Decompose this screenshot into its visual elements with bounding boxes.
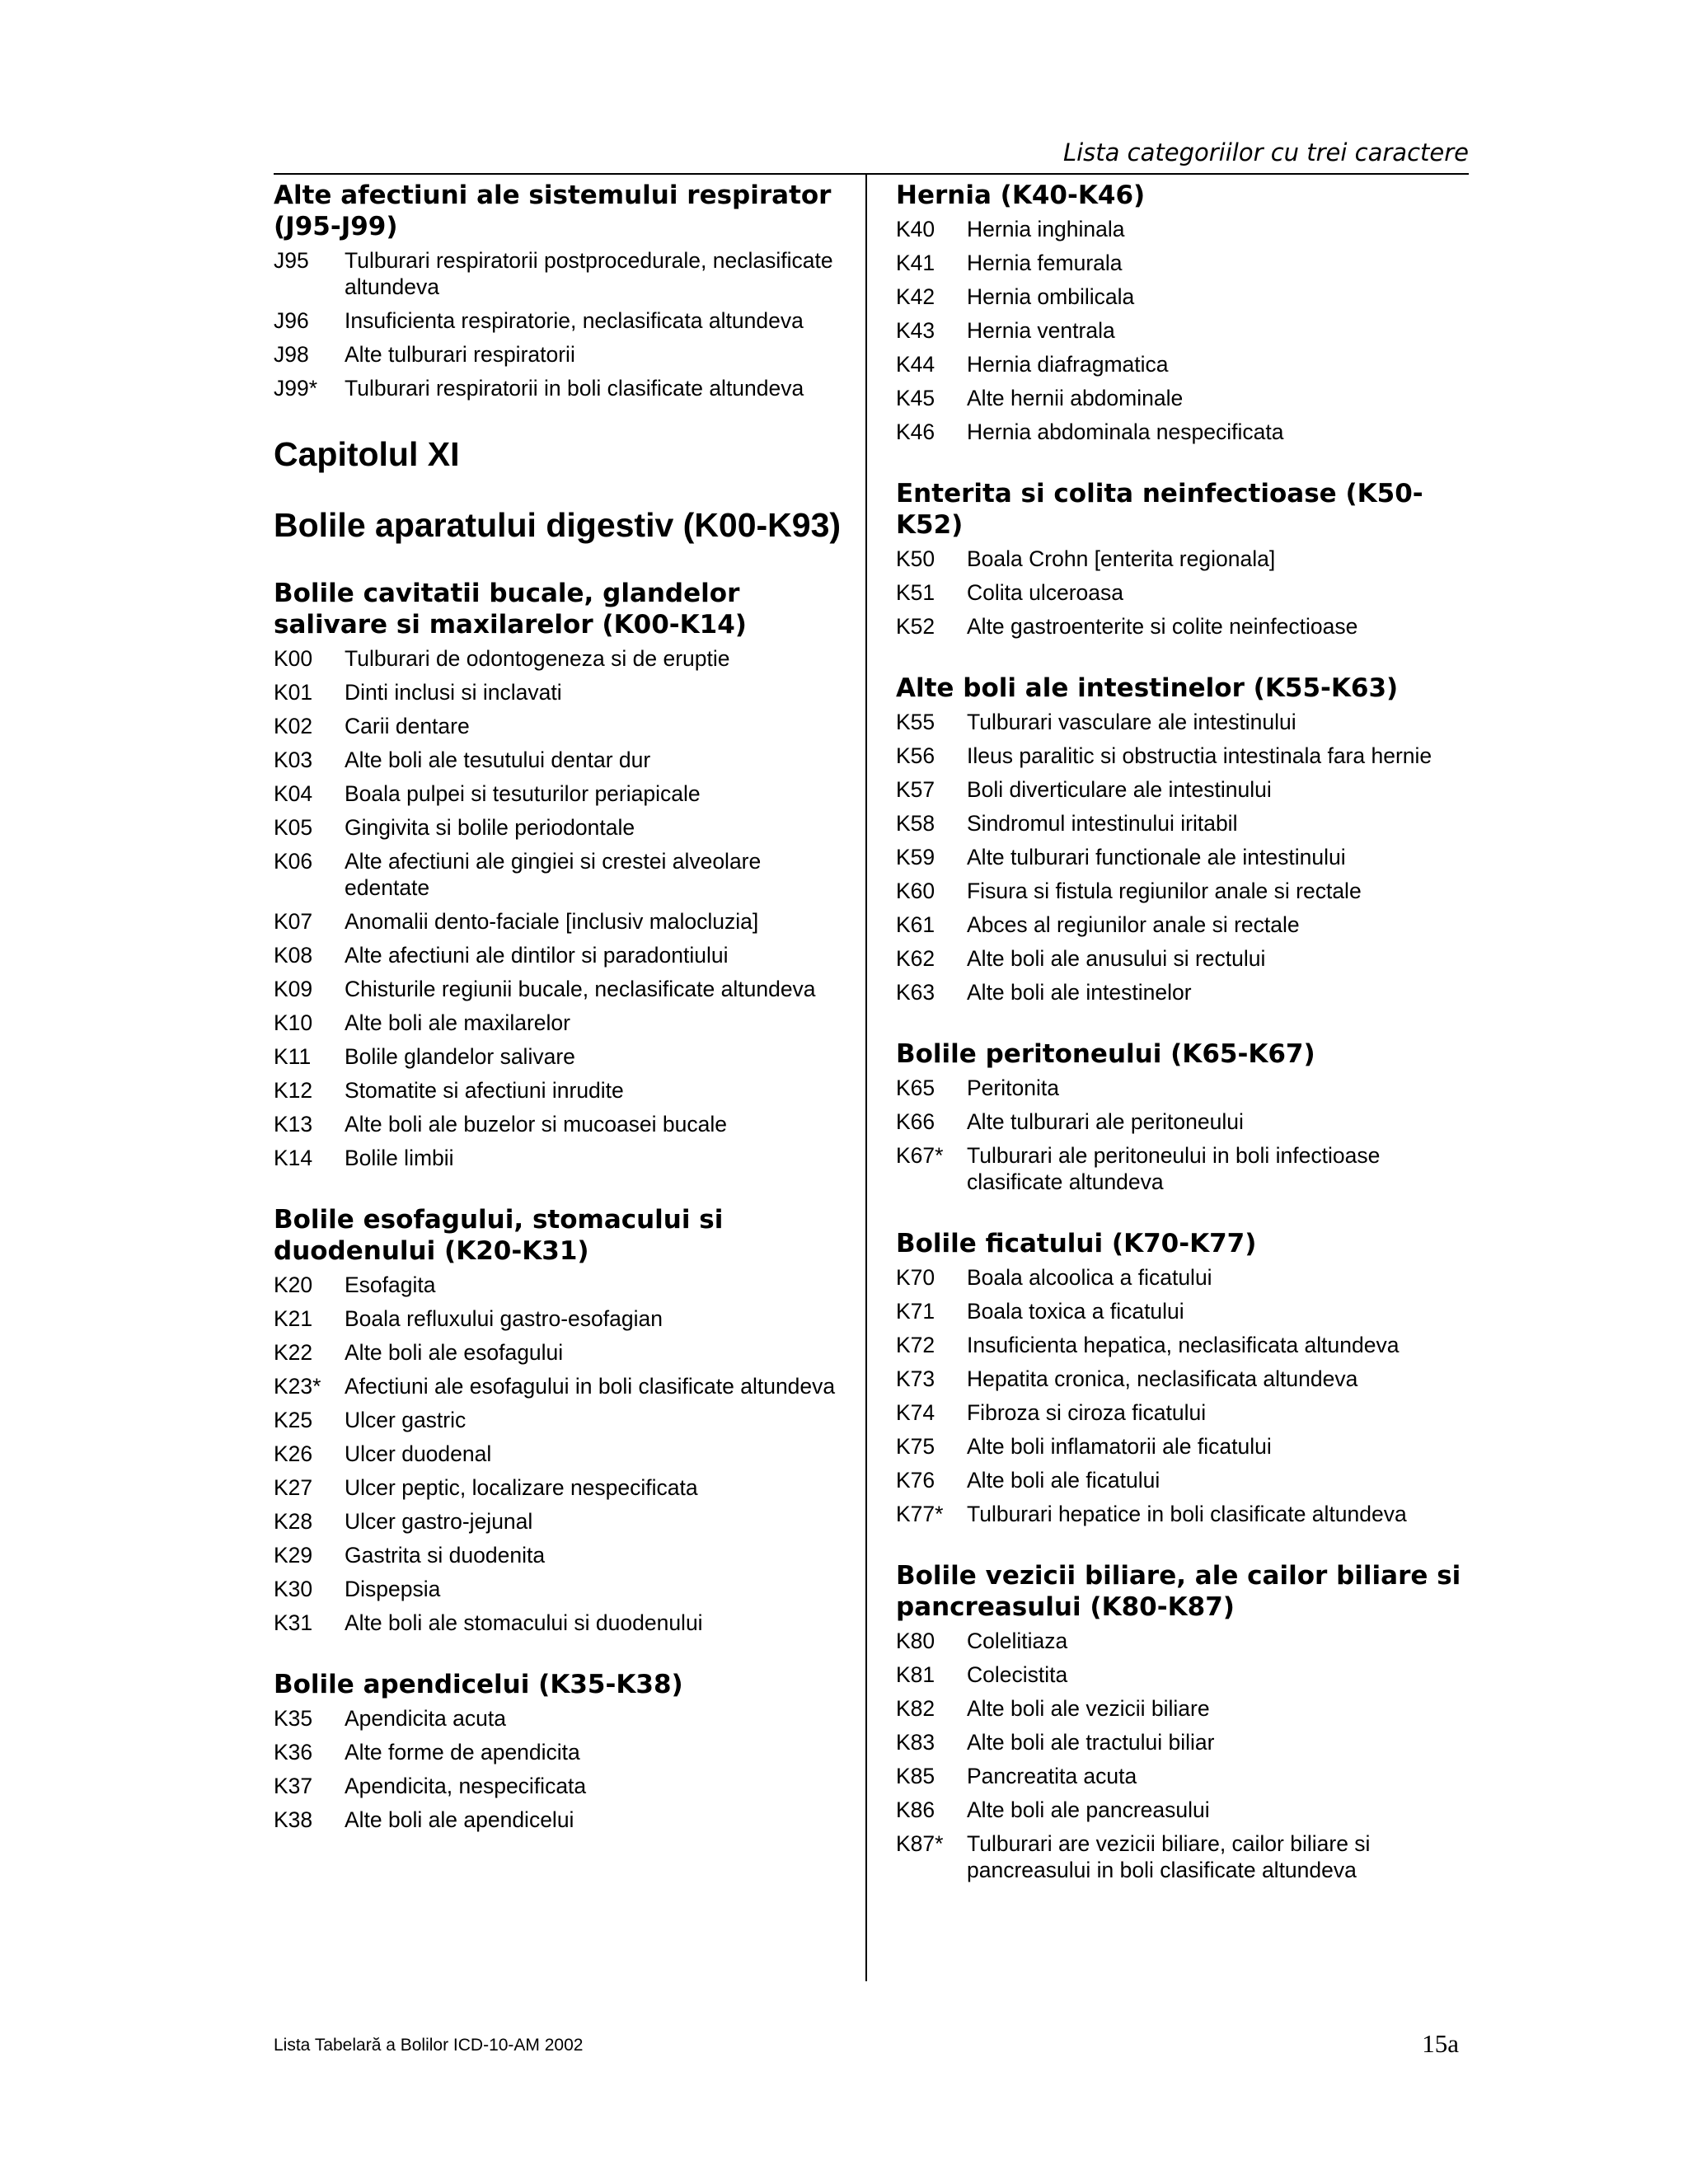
category-entry	[274, 1610, 842, 1636]
category-code: K74	[896, 1400, 935, 1425]
left-column	[274, 180, 842, 1866]
category-entry	[274, 1077, 842, 1104]
block-heading: Bolile ficatului (K70-K77)	[896, 1229, 1257, 1258]
category-description: Insuficienta hepatica, neclasificata altundeva	[967, 1333, 1400, 1357]
category-code: K38	[274, 1807, 313, 1832]
category-entry	[274, 713, 842, 739]
category-entry	[896, 284, 1477, 310]
category-code: K86	[896, 1797, 935, 1822]
category-description: Alte afectiuni ale dintilor si paradontiului	[345, 943, 729, 968]
category-description: Colelitiaza	[967, 1629, 1068, 1653]
category-code: J96	[274, 308, 309, 333]
category-entry	[274, 341, 842, 368]
category-entry	[896, 979, 1477, 1005]
category-code: K75	[896, 1434, 935, 1459]
category-entry	[896, 1467, 1477, 1493]
category-description: Alte hernii abdominale	[967, 386, 1184, 410]
category-entry	[896, 945, 1477, 972]
category-entry	[274, 1441, 842, 1467]
category-code: K58	[896, 811, 935, 836]
category-code: K82	[896, 1696, 935, 1721]
category-entry	[274, 375, 842, 401]
category-description: Sindromul intestinului iritabil	[967, 811, 1238, 836]
category-code: K42	[896, 284, 935, 309]
category-description: Boala toxica a ficatului	[967, 1299, 1184, 1324]
category-entry	[896, 1661, 1477, 1688]
category-entry	[896, 1729, 1477, 1755]
block-heading: Bolile esofagului, stomacului si duodenului (K20-K31)	[274, 1205, 724, 1266]
category-description: Tulburari de odontogeneza si de eruptie	[345, 646, 730, 671]
category-entry	[896, 351, 1477, 377]
category-entry	[274, 942, 842, 968]
column-divider	[865, 175, 867, 1981]
category-description: Tulburari vasculare ale intestinului	[967, 710, 1296, 734]
category-code: K26	[274, 1441, 313, 1466]
category-description: Dispepsia	[345, 1577, 441, 1601]
category-description: Alte boli ale pancreasului	[967, 1797, 1210, 1822]
category-description: Alte boli ale stomacului si duodenului	[345, 1610, 703, 1635]
category-code: K14	[274, 1146, 313, 1170]
block-heading: Bolile peritoneului (K65-K67)	[896, 1039, 1315, 1069]
category-code: K59	[896, 845, 935, 869]
category-entry	[274, 1474, 842, 1501]
category-description: Hernia femurala	[967, 251, 1123, 275]
category-entry	[896, 579, 1477, 606]
category-entry	[896, 1142, 1477, 1195]
category-code: K66	[896, 1109, 935, 1134]
category-entry	[896, 743, 1477, 769]
category-code: K23*	[274, 1374, 321, 1399]
category-code: K80	[896, 1629, 935, 1653]
category-entry	[274, 1407, 842, 1433]
category-entry	[274, 1373, 842, 1399]
category-code: K01	[274, 680, 313, 705]
category-description: Alte afectiuni ale gingiei si crestei alveolare edentate	[345, 849, 762, 900]
category-description: Alte boli ale tesutului dentar dur	[345, 748, 651, 772]
category-description: Alte forme de apendicita	[345, 1740, 580, 1765]
category-description: Hernia diafragmatica	[967, 352, 1169, 377]
category-entry	[896, 317, 1477, 344]
footer-publication: Lista Tabelară a Bolilor ICD-10-AM 2002	[274, 2036, 584, 2055]
running-header: Lista categoriilor cu trei caractere	[274, 137, 1469, 175]
category-entry	[274, 679, 842, 705]
category-block	[274, 180, 842, 401]
category-description: Ulcer duodenal	[345, 1441, 492, 1466]
category-description: Hernia ombilicala	[967, 284, 1135, 309]
category-entry	[274, 1145, 842, 1171]
category-entry	[274, 645, 842, 672]
category-code: K83	[896, 1730, 935, 1755]
category-code: K31	[274, 1610, 313, 1635]
category-description: Dinti inclusi si inclavati	[345, 680, 562, 705]
category-entry	[896, 1298, 1477, 1324]
category-code: K08	[274, 943, 313, 968]
category-description: Bolile limbii	[345, 1146, 454, 1170]
category-code: K11	[274, 1044, 312, 1069]
category-description: Apendicita acuta	[345, 1706, 506, 1731]
category-entry	[274, 247, 842, 300]
category-block	[896, 478, 1477, 640]
category-description: Bolile glandelor salivare	[345, 1044, 575, 1069]
block-heading: Alte boli ale intestinelor (K55-K63)	[896, 673, 1399, 703]
category-description: Hernia ventrala	[967, 318, 1115, 343]
category-description: Chisturile regiunii bucale, neclasificate altundeva	[345, 977, 816, 1001]
category-code: K77*	[896, 1502, 944, 1526]
block-heading: Bolile cavitatii bucale, glandelor salivare si maxilarelor (K00-K14)	[274, 579, 747, 640]
category-description: Anomalii dento-faciale [inclusiv malocluzia]	[345, 909, 759, 934]
category-description: Insuficienta respiratorie, neclasificata altundeva	[345, 308, 804, 333]
category-description: Tulburari respiratorii postprocedurale, neclasificate altundeva	[345, 248, 833, 299]
category-code: K63	[896, 980, 935, 1005]
category-entry	[896, 250, 1477, 276]
category-entry	[896, 810, 1477, 837]
category-code: J95	[274, 248, 309, 273]
category-description: Ileus paralitic si obstructia intestinala fara hernie	[967, 743, 1432, 768]
category-code: K20	[274, 1272, 313, 1297]
category-entry	[274, 1305, 842, 1332]
category-entry	[274, 1542, 842, 1568]
category-code: K52	[896, 614, 935, 639]
category-code: K50	[896, 546, 935, 571]
category-entry	[896, 878, 1477, 904]
page-number: 15a	[1422, 2029, 1459, 2058]
category-description: Alte tulburari respiratorii	[345, 342, 575, 367]
category-block	[896, 1560, 1477, 1883]
category-entry	[274, 908, 842, 935]
category-entry	[896, 912, 1477, 938]
category-description: Boala pulpei si tesuturilor periapicale	[345, 781, 701, 806]
category-entry	[274, 1773, 842, 1799]
category-description: Esofagita	[345, 1272, 436, 1297]
category-description: Pancreatita acuta	[967, 1764, 1137, 1788]
category-description: Boala refluxului gastro-esofagian	[345, 1306, 663, 1331]
block-heading: Enterita si colita neinfectioase (K50-K52)	[896, 479, 1423, 540]
category-entry	[274, 1111, 842, 1137]
category-code: K45	[896, 386, 935, 410]
category-code: K60	[896, 879, 935, 903]
category-entry	[274, 1576, 842, 1602]
category-description: Ulcer gastro-jejunal	[345, 1509, 533, 1534]
category-code: K29	[274, 1543, 313, 1568]
category-code: K62	[896, 946, 935, 971]
category-description: Abces al regiunilor anale si rectale	[967, 912, 1300, 937]
category-entry	[274, 1010, 842, 1036]
block-heading: Alte afectiuni ale sistemului respirator (J95-J99)	[274, 180, 832, 241]
category-code: K00	[274, 646, 313, 671]
category-description: Hernia abdominala nespecificata	[967, 419, 1284, 444]
category-entry	[896, 546, 1477, 572]
category-code: K05	[274, 815, 313, 840]
category-description: Alte boli ale intestinelor	[967, 980, 1192, 1005]
category-description: Tulburari are vezicii biliare, cailor biliare si pancreasului in boli clasificate altundeva	[967, 1831, 1371, 1882]
category-entry	[896, 419, 1477, 445]
category-description: Colecistita	[967, 1662, 1068, 1687]
category-description: Carii dentare	[345, 714, 470, 738]
category-entry	[274, 1705, 842, 1732]
category-description: Stomatite si afectiuni inrudite	[345, 1078, 624, 1103]
category-entry	[896, 1264, 1477, 1291]
category-description: Ulcer gastric	[345, 1408, 467, 1432]
category-block	[896, 180, 1477, 445]
category-code: K70	[896, 1265, 935, 1290]
category-entry	[896, 1366, 1477, 1392]
category-description: Fibroza si ciroza ficatului	[967, 1400, 1207, 1425]
category-entry	[896, 776, 1477, 803]
category-code: K41	[896, 251, 935, 275]
category-code: K46	[896, 419, 935, 444]
category-code: K67*	[896, 1143, 944, 1168]
category-code: K22	[274, 1340, 313, 1365]
category-code: K36	[274, 1740, 313, 1765]
category-entry	[896, 1830, 1477, 1883]
category-description: Fisura si fistula regiunilor anale si rectale	[967, 879, 1362, 903]
category-entry	[274, 1339, 842, 1366]
category-code: K10	[274, 1010, 313, 1035]
category-code: K37	[274, 1774, 313, 1798]
category-block	[896, 1038, 1477, 1195]
category-entry	[274, 1272, 842, 1298]
category-code: K06	[274, 849, 313, 874]
category-code: K35	[274, 1706, 313, 1731]
category-description: Apendicita, nespecificata	[345, 1774, 587, 1798]
category-code: K44	[896, 352, 935, 377]
category-entry	[896, 385, 1477, 411]
category-code: J98	[274, 342, 309, 367]
category-description: Alte boli inflamatorii ale ficatului	[967, 1434, 1272, 1459]
category-code: K72	[896, 1333, 935, 1357]
category-code: K76	[896, 1468, 935, 1493]
category-code: K61	[896, 912, 935, 937]
category-entry	[274, 1508, 842, 1535]
category-code: K02	[274, 714, 313, 738]
right-column	[896, 180, 1477, 1916]
category-code: K30	[274, 1577, 313, 1601]
category-code: K03	[274, 748, 313, 772]
category-code: K25	[274, 1408, 313, 1432]
chapter-number: Capitolul XI	[274, 435, 460, 473]
category-code: K04	[274, 781, 313, 806]
category-code: K27	[274, 1475, 313, 1500]
category-entry	[896, 216, 1477, 242]
category-code: K21	[274, 1306, 313, 1331]
category-description: Hernia inghinala	[967, 217, 1125, 241]
category-description: Afectiuni ale esofagului in boli clasificate altundeva	[345, 1374, 836, 1399]
category-code: K87*	[896, 1831, 944, 1856]
category-description: Alte boli ale anusului si rectului	[967, 946, 1266, 971]
category-description: Alte boli ale tractului biliar	[967, 1730, 1215, 1755]
category-code: K07	[274, 909, 313, 934]
category-code: K43	[896, 318, 935, 343]
category-description: Alte boli ale buzelor si mucoasei bucale	[345, 1112, 728, 1137]
category-code: K73	[896, 1366, 935, 1391]
category-entry	[274, 1807, 842, 1833]
category-description: Alte tulburari ale peritoneului	[967, 1109, 1244, 1134]
category-entry	[896, 1695, 1477, 1722]
category-code: K81	[896, 1662, 935, 1687]
category-code: K09	[274, 977, 313, 1001]
category-entry	[274, 1739, 842, 1765]
category-entry	[896, 1108, 1477, 1135]
category-code: K13	[274, 1112, 313, 1137]
category-code: K55	[896, 710, 935, 734]
category-block	[274, 1204, 842, 1636]
category-entry	[896, 1763, 1477, 1789]
block-heading: Hernia (K40-K46)	[896, 180, 1146, 210]
category-code: K56	[896, 743, 935, 768]
category-description: Alte boli ale esofagului	[345, 1340, 564, 1365]
chapter-title: Bolile aparatului digestiv (K00-K93)	[274, 506, 842, 544]
category-entry	[896, 613, 1477, 640]
category-code: K65	[896, 1076, 935, 1100]
category-description: Tulburari hepatice in boli clasificate altundeva	[967, 1502, 1407, 1526]
category-block	[896, 1228, 1477, 1527]
category-description: Boala Crohn [enterita regionala]	[967, 546, 1276, 571]
category-entry	[274, 814, 842, 841]
category-entry	[896, 1332, 1477, 1358]
category-entry	[896, 709, 1477, 735]
category-entry	[896, 1797, 1477, 1823]
category-entry	[896, 1433, 1477, 1460]
category-description: Ulcer peptic, localizare nespecificata	[345, 1475, 698, 1500]
category-code: K51	[896, 580, 935, 605]
category-description: Alte gastroenterite si colite neinfectioase	[967, 614, 1358, 639]
category-entry	[274, 747, 842, 773]
category-description: Gingivita si bolile periodontale	[345, 815, 635, 840]
category-description: Hepatita cronica, neclasificata altundeva	[967, 1366, 1358, 1391]
category-entry	[896, 1501, 1477, 1527]
category-description: Peritonita	[967, 1076, 1059, 1100]
category-code: K71	[896, 1299, 935, 1324]
category-entry	[274, 848, 842, 901]
category-code: K12	[274, 1078, 313, 1103]
category-description: Alte tulburari functionale ale intestinului	[967, 845, 1346, 869]
category-description: Boala alcoolica a ficatului	[967, 1265, 1212, 1290]
category-code: K28	[274, 1509, 313, 1534]
category-entry	[274, 976, 842, 1002]
category-description: Alte boli ale apendicelui	[345, 1807, 574, 1832]
category-description: Colita ulceroasa	[967, 580, 1124, 605]
category-description: Tulburari respiratorii in boli clasificate altundeva	[345, 376, 804, 401]
category-entry	[896, 1075, 1477, 1101]
category-description: Tulburari ale peritoneului in boli infectioase clasificate altundeva	[967, 1143, 1381, 1194]
category-block	[274, 578, 842, 1171]
category-entry	[274, 307, 842, 334]
category-description: Alte boli ale ficatului	[967, 1468, 1160, 1493]
category-description: Boli diverticulare ale intestinului	[967, 777, 1272, 802]
category-description: Alte boli ale vezicii biliare	[967, 1696, 1210, 1721]
category-entry	[896, 1399, 1477, 1426]
category-block	[896, 673, 1477, 1005]
category-code: K85	[896, 1764, 935, 1788]
category-entry	[896, 844, 1477, 870]
category-entry	[274, 1043, 842, 1070]
block-heading: Bolile apendicelui (K35-K38)	[274, 1670, 683, 1699]
category-code: K40	[896, 217, 935, 241]
category-code: J99*	[274, 376, 318, 401]
category-description: Gastrita si duodenita	[345, 1543, 546, 1568]
category-description: Alte boli ale maxilarelor	[345, 1010, 570, 1035]
category-block	[274, 1669, 842, 1833]
category-entry	[896, 1628, 1477, 1654]
block-heading: Bolile vezicii biliare, ale cailor biliare si pancreasului (K80-K87)	[896, 1561, 1461, 1622]
category-code: K57	[896, 777, 935, 802]
category-entry	[274, 780, 842, 807]
